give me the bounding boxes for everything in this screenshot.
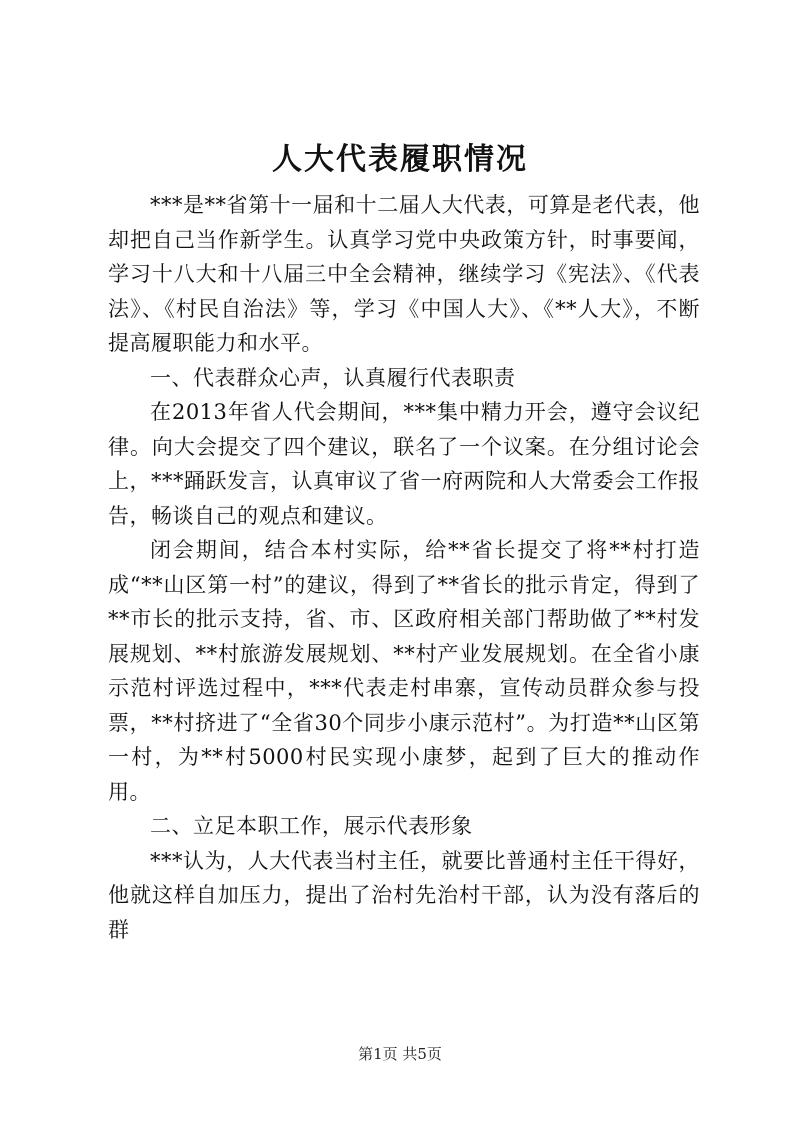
section-heading-2: 二、立足本职工作，展示代表形象 [150, 814, 473, 838]
page-number-footer: 第1页 共5页 [358, 1045, 442, 1063]
paragraph-intro: ***是**省第十一届和十二届人大代表，可算是老代表，他却把自己当作新学生。认真学习党中央政策方针，时事要闻，学习十八大和十八届三中全会精神，继续学习《宪法》、《代表法》、《村民自治法》等，学习《中国人大》、《**人大》，不断提高履职能力和水平。 [108, 193, 700, 355]
section-heading-1: 一、代表群众心声，认真履行代表职责 [150, 365, 516, 390]
paragraph-duty: ***认为，人大代表当村主任，就要比普通村主任干得好，他就这样自加压力，提出了治村先治村干部，认为没有落后的群 [108, 848, 700, 942]
paragraph-session: 在2013年省人代会期间，***集中精力开会，遵守会议纪律。向大会提交了四个建议，联名了一个议案。在分组讨论会上，***踊跃发言，认真审议了省一府两院和人大常委会工作报告，畅谈自己的观点和建议。 [108, 400, 700, 528]
document-body [108, 188, 700, 947]
paragraph-recess: 闭会期间，结合本村实际，给**省长提交了将**村打造成“**山区第一村”的建议，得到了**省长的批示肯定，得到了**市长的批示支持，省、市、区政府相关部门帮助做了**村发展规划、**村旅游发展规划、**村产业发展规划。在全省小康示范村评选过程中，***代表走村串寨，宣传动员群众参与投票，**村挤进了“全省30个同步小康示范村”。为打造**山区第一村，为**村5000村民实现小康梦，起到了巨大的推动作用。 [108, 538, 700, 804]
document-title: 人大代表履职情况 [272, 142, 528, 177]
